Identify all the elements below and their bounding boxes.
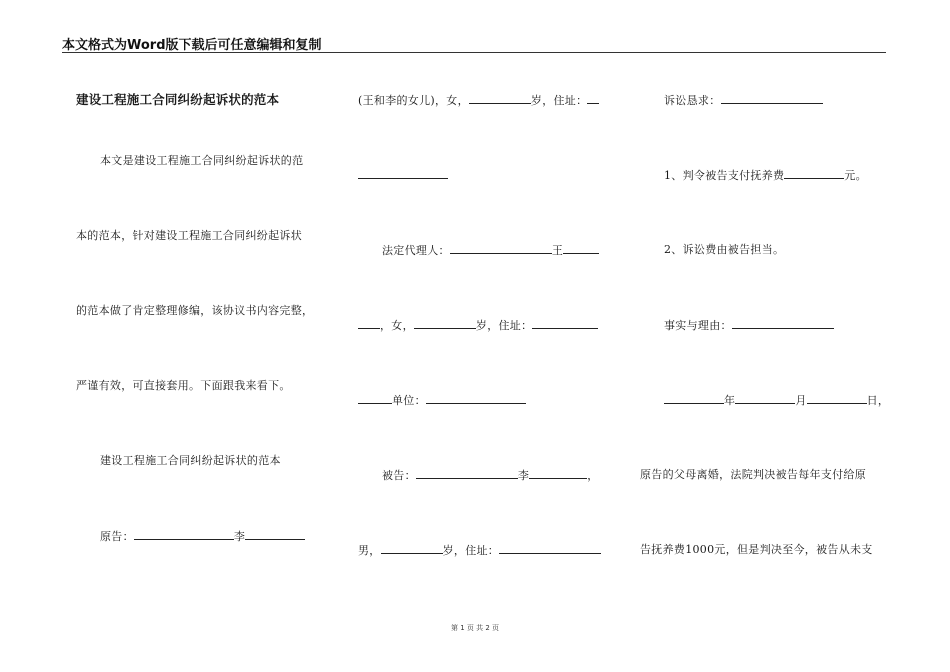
defendant-age-blank[interactable] bbox=[381, 543, 443, 554]
address-continuation-line bbox=[358, 168, 448, 183]
defendant-line bbox=[358, 468, 599, 483]
facts-body-line-2: 告抚养费1000元，但是判决至今，被告从未支 bbox=[640, 543, 873, 556]
employer-line bbox=[358, 393, 526, 408]
defendant-name-blank-2[interactable] bbox=[529, 468, 587, 479]
day-label: 日， bbox=[866, 394, 890, 407]
claim-2: 2、诉讼费由被告担当。 bbox=[664, 243, 785, 256]
legal-rep-label: 法定代理人： bbox=[382, 244, 450, 257]
facts-blank[interactable] bbox=[732, 318, 834, 329]
claims-line bbox=[640, 93, 823, 108]
date-line bbox=[640, 393, 889, 408]
intro-line-4: 严谨有效，可直接套用。下面跟我来看下。 bbox=[76, 379, 291, 392]
age-blank-2[interactable] bbox=[414, 318, 476, 329]
year-label: 年 bbox=[724, 394, 736, 407]
defendant-gender: 男， bbox=[358, 544, 381, 557]
defendant-details-line bbox=[358, 543, 601, 558]
intro-line-2: 本的范本，针对建设工程施工合同纠纷起诉状 bbox=[76, 229, 302, 242]
legal-rep-surname: 王 bbox=[551, 244, 564, 257]
name-blank[interactable] bbox=[358, 318, 380, 329]
intro-line-3: 的范本做了肯定整理修编，该协议书内容完整， bbox=[76, 304, 314, 317]
section-subtitle: 建设工程施工合同纠纷起诉状的范本 bbox=[100, 454, 281, 467]
facts-body-line-1: 原告的父母离婚，法院判决被告每年支付给原 bbox=[640, 468, 866, 481]
defendant-label: 被告： bbox=[382, 469, 416, 482]
address-blank-2[interactable] bbox=[358, 168, 448, 179]
employer-prefix-blank[interactable] bbox=[358, 393, 392, 404]
address-blank[interactable] bbox=[587, 93, 599, 104]
page-footer: 第 1 页 共 2 页 bbox=[450, 624, 500, 632]
defendant-comma: ， bbox=[587, 469, 599, 482]
age-blank[interactable] bbox=[469, 93, 531, 104]
facts-label: 事实与理由： bbox=[664, 319, 732, 332]
intro-line-1: 本文是建设工程施工合同纠纷起诉状的范 bbox=[100, 154, 304, 167]
month-label: 月 bbox=[795, 394, 807, 407]
header-rule bbox=[62, 52, 886, 53]
address-label: 岁，住址： bbox=[530, 94, 588, 107]
claim-1-unit: 元。 bbox=[844, 169, 867, 182]
employer-label: 单位： bbox=[392, 394, 426, 407]
legal-rep-blank-2[interactable] bbox=[563, 243, 599, 254]
plaintiff-name-blank[interactable] bbox=[134, 529, 234, 540]
facts-line bbox=[640, 318, 834, 333]
legal-rep-line bbox=[358, 243, 599, 258]
claim-1-text: 1、判令被告支付抚养费 bbox=[664, 169, 785, 182]
claims-blank[interactable] bbox=[721, 93, 823, 104]
document-title: 建设工程施工合同纠纷起诉状的范本 bbox=[76, 92, 280, 107]
daughter-line bbox=[358, 93, 599, 108]
employer-blank[interactable] bbox=[426, 393, 526, 404]
gender-text: ，女， bbox=[380, 319, 414, 332]
address-blank-3[interactable] bbox=[532, 318, 598, 329]
address-label-2: 岁，住址： bbox=[475, 319, 533, 332]
claim-1 bbox=[640, 168, 867, 183]
plaintiff-line bbox=[76, 529, 305, 544]
daughter-info-text: (王和李的女儿)，女， bbox=[358, 94, 469, 107]
support-amount-blank[interactable] bbox=[784, 168, 844, 179]
defendant-address-label: 岁，住址： bbox=[442, 544, 500, 557]
plaintiff-label: 原告： bbox=[100, 530, 134, 543]
defendant-address-blank[interactable] bbox=[499, 543, 601, 554]
document-header: 本文格式为Word版下载后可任意编辑和复制 bbox=[62, 38, 322, 53]
defendant-surname: 李 bbox=[517, 469, 530, 482]
legal-rep-details-line bbox=[358, 318, 598, 333]
plaintiff-name-blank-2[interactable] bbox=[245, 529, 305, 540]
year-blank[interactable] bbox=[664, 393, 724, 404]
month-blank[interactable] bbox=[735, 393, 795, 404]
claims-label: 诉讼恳求： bbox=[664, 94, 721, 107]
day-blank[interactable] bbox=[807, 393, 867, 404]
plaintiff-surname: 李 bbox=[233, 530, 246, 543]
defendant-name-blank[interactable] bbox=[416, 468, 518, 479]
legal-rep-blank[interactable] bbox=[450, 243, 552, 254]
